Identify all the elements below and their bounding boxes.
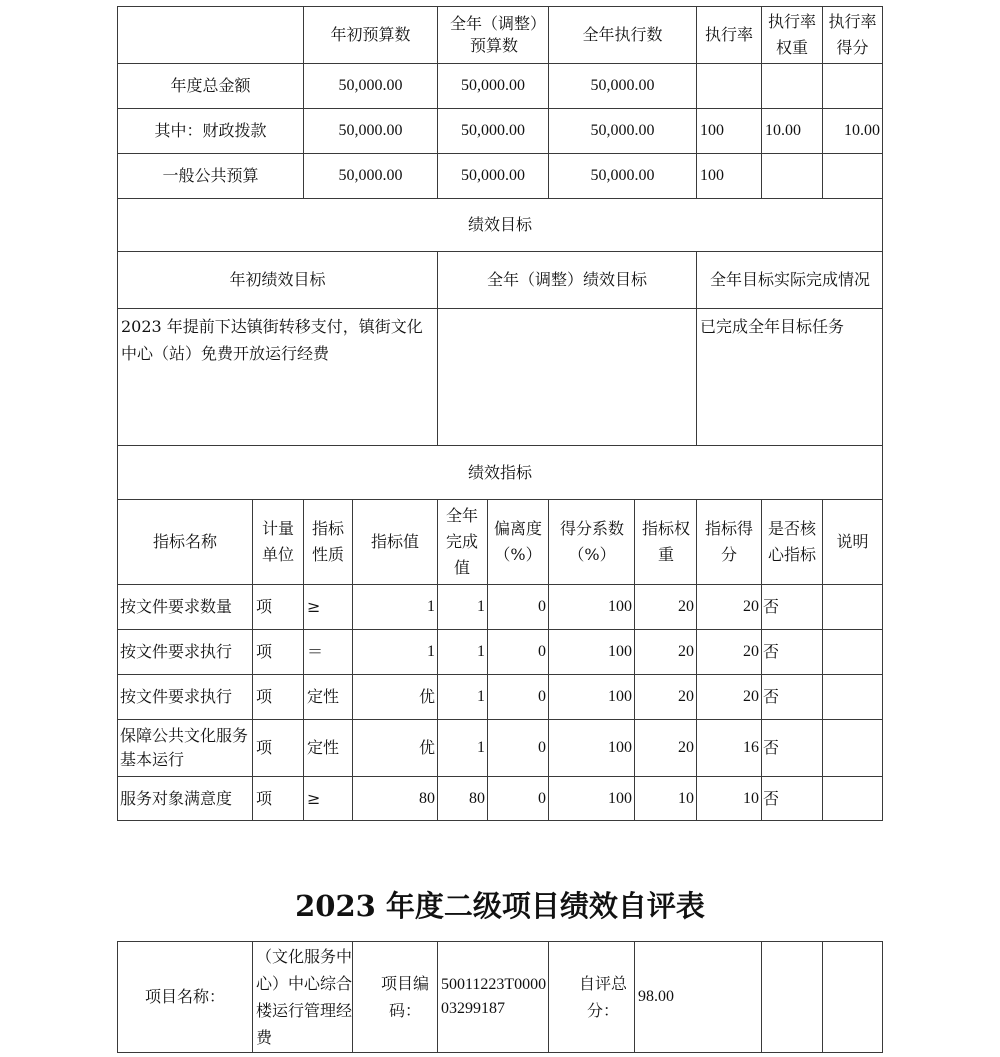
indicator-header-core: 是否核心指标 <box>767 519 816 564</box>
budget-row-initial: 50,000.00 <box>338 122 403 139</box>
budget-row-rate: 100 <box>700 122 724 139</box>
indicator-row-nature: ＝ <box>307 642 324 661</box>
indicator-row-name: 保障公共文化服务基本运行 <box>120 726 249 769</box>
indicator-row-score: 10 <box>743 789 759 807</box>
indicator-row-core: 否 <box>763 687 780 706</box>
budget-header-rate: 执行率 <box>704 25 753 44</box>
indicator-row-core: 否 <box>763 788 780 808</box>
indicator-row-score: 20 <box>743 643 759 660</box>
budget-header-executed: 全年执行数 <box>582 25 663 44</box>
indicator-row-core: 否 <box>763 738 780 757</box>
indicator-header-note: 说明 <box>836 532 869 551</box>
indicator-row-unit: 项 <box>256 597 273 616</box>
goals-adjusted-text <box>438 309 696 445</box>
indicator-row-coefficient: 100 <box>608 789 632 807</box>
indicator-row-nature: ≥ <box>307 788 321 808</box>
indicator-row-unit: 项 <box>256 687 273 706</box>
indicator-row-value: 1 <box>427 643 435 660</box>
indicator-row-unit: 项 <box>256 642 273 661</box>
goals-initial-text: 2023 年提前下达镇街转移支付，镇街文化中心（站）免费开放运行经费 <box>121 317 423 363</box>
indicator-row-value: 优 <box>418 738 435 757</box>
budget-row-initial: 50,000.00 <box>338 167 403 184</box>
indicator-row-deviation: 0 <box>538 643 546 660</box>
indicator-row-deviation: 0 <box>538 739 546 756</box>
indicator-row-actual: 1 <box>477 643 485 660</box>
budget-row-adjusted: 50,000.00 <box>461 77 525 94</box>
indicator-row-name: 按文件要求数量 <box>120 597 233 616</box>
indicator-row-score: 16 <box>743 739 759 756</box>
goals-actual-text: 已完成全年目标任务 <box>700 317 845 336</box>
budget-row-weight <box>762 154 822 198</box>
indicator-row-value: 80 <box>419 789 435 807</box>
budget-row-score <box>823 64 882 108</box>
indicator-header-nature: 指标性质 <box>311 519 344 564</box>
indicator-row-coefficient: 100 <box>608 688 632 705</box>
budget-header-rate-score: 执行率得分 <box>828 12 877 57</box>
indicator-row-note <box>823 720 882 776</box>
budget-row-weight <box>762 64 822 108</box>
goals-initial-header: 年初绩效目标 <box>229 270 326 289</box>
indicator-row-unit: 项 <box>256 788 273 808</box>
indicator-header-score: 指标得分 <box>704 519 753 564</box>
budget-row-weight: 10.00 <box>765 122 801 139</box>
budget-row-score <box>823 154 882 198</box>
indicator-row-core: 否 <box>763 597 780 616</box>
indicator-row-nature: 定性 <box>307 687 340 706</box>
indicator-row-note <box>823 630 882 674</box>
indicator-row-weight: 20 <box>678 688 694 705</box>
budget-row-score: 10.00 <box>844 122 880 139</box>
budget-row-label: 其中：财政拨款 <box>154 121 267 140</box>
indicator-row-value: 1 <box>427 598 435 615</box>
budget-header-initial: 年初预算数 <box>330 25 411 44</box>
project-name-value: （文化服务中心）中心综合楼运行管理经费 <box>256 947 352 1047</box>
self-score-value: 98.00 <box>638 988 674 1005</box>
indicator-row-actual: 1 <box>477 688 485 705</box>
indicator-row-deviation: 0 <box>538 688 546 705</box>
indicator-row-actual: 1 <box>477 598 485 615</box>
indicator-row-unit: 项 <box>256 738 273 757</box>
indicator-row-score: 20 <box>743 688 759 705</box>
budget-row-label: 一般公共预算 <box>162 166 259 185</box>
indicator-row-coefficient: 100 <box>608 643 632 660</box>
indicator-row-note <box>823 675 882 719</box>
indicator-row-name: 按文件要求执行 <box>120 687 233 706</box>
indicator-row-name: 服务对象满意度 <box>120 788 233 808</box>
indicator-row-weight: 20 <box>678 739 694 756</box>
second-form-title: 2023 年度二级项目绩效自评表 <box>295 889 705 923</box>
indicator-row-note <box>823 777 882 820</box>
indicator-row-weight: 20 <box>678 598 694 615</box>
indicator-row-weight: 20 <box>678 643 694 660</box>
budget-row-label: 年度总金额 <box>170 76 251 95</box>
indicator-row-actual: 1 <box>477 739 485 756</box>
indicator-row-score: 20 <box>743 598 759 615</box>
indicator-row-nature: ≥ <box>307 597 321 616</box>
indicator-row-nature: 定性 <box>307 738 340 757</box>
project-code-value: 50011223T000003299187 <box>441 976 547 1017</box>
budget-row-executed: 50,000.00 <box>590 77 655 94</box>
indicator-row-deviation: 0 <box>538 789 546 807</box>
project-code-label: 项目编码： <box>380 974 429 1020</box>
budget-header-rate-weight: 执行率权重 <box>767 12 816 57</box>
indicator-row-weight: 10 <box>678 789 694 807</box>
budget-row-executed: 50,000.00 <box>590 167 655 184</box>
indicators-section-title: 绩效指标 <box>467 462 532 482</box>
budget-row-rate <box>697 64 761 108</box>
indicator-header-coefficient: 得分系数（%） <box>559 519 624 564</box>
indicator-row-actual: 80 <box>469 789 485 807</box>
indicator-header-weight: 指标权重 <box>641 519 690 564</box>
indicator-row-name: 按文件要求执行 <box>120 642 233 661</box>
indicator-row-deviation: 0 <box>538 598 546 615</box>
indicator-header-unit: 计量单位 <box>261 519 294 564</box>
indicator-row-value: 优 <box>418 687 435 706</box>
budget-header-adjusted: 全年（调整）预算数 <box>449 14 538 55</box>
budget-row-rate: 100 <box>700 167 724 184</box>
indicator-row-coefficient: 100 <box>608 739 632 756</box>
indicator-header-value: 指标值 <box>370 532 419 551</box>
indicator-row-core: 否 <box>763 642 780 661</box>
goals-actual-header: 全年目标实际完成情况 <box>709 270 870 289</box>
budget-row-initial: 50,000.00 <box>338 77 403 94</box>
indicator-header-deviation: 偏离度（%） <box>493 519 542 564</box>
budget-row-adjusted: 50,000.00 <box>461 122 525 139</box>
indicator-row-coefficient: 100 <box>608 598 632 615</box>
indicator-header-name: 指标名称 <box>152 532 217 551</box>
indicator-header-actual: 全年完成值 <box>445 506 478 577</box>
indicator-row-note <box>823 585 882 629</box>
budget-row-executed: 50,000.00 <box>590 122 655 139</box>
self-score-label: 自评总分： <box>578 974 627 1020</box>
goals-section-title: 绩效目标 <box>467 215 532 234</box>
goals-adjusted-header: 全年（调整）绩效目标 <box>486 270 647 289</box>
budget-row-adjusted: 50,000.00 <box>461 167 525 184</box>
project-name-label: 项目名称： <box>144 987 225 1006</box>
